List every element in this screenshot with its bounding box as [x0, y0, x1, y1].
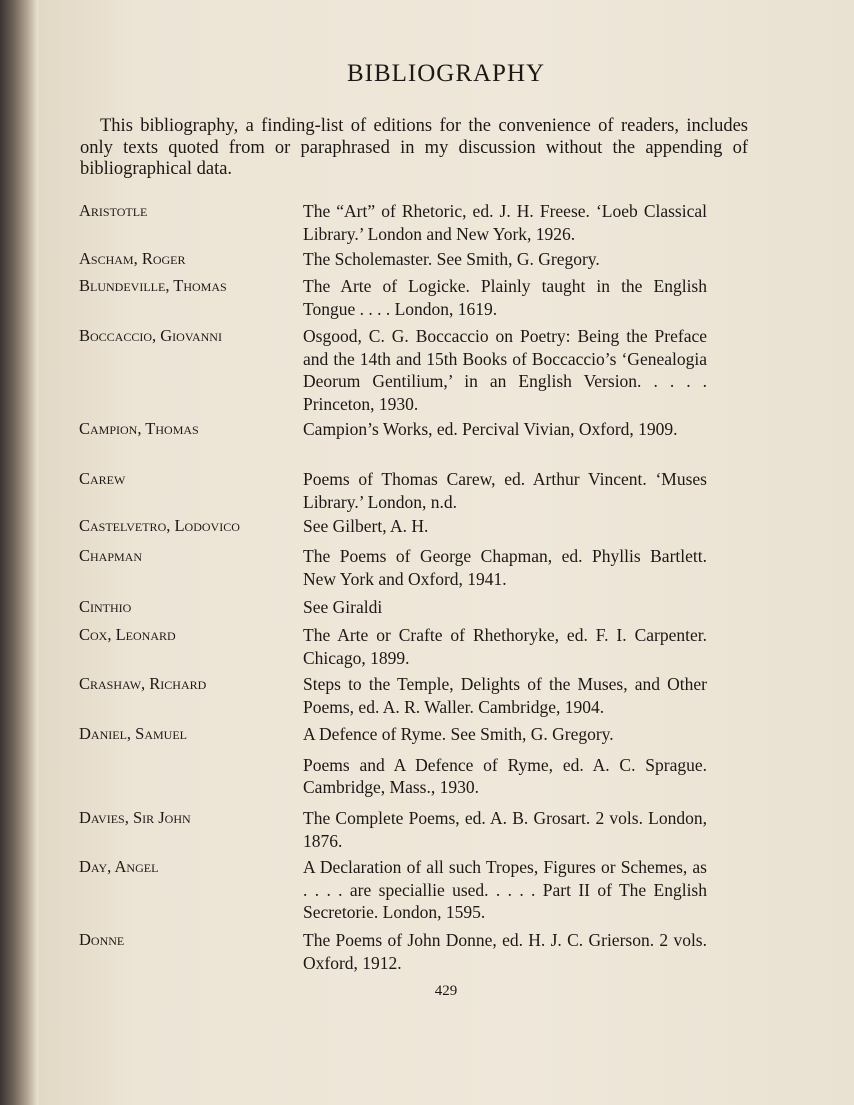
- entry-work: The Complete Poems, ed. A. B. Grosart. 2 vols. London, 1876.: [303, 808, 707, 851]
- entry-work: The Poems of John Donne, ed. H. J. C. Grierson. 2 vols. Oxford, 1912.: [303, 930, 707, 973]
- book-page: [38, 0, 854, 1105]
- page-number: 429: [434, 983, 458, 999]
- entry-works: [303, 856, 707, 924]
- entry-work: The Poems of George Chapman, ed. Phyllis Bartlett. New York and Oxford, 1941.: [303, 546, 707, 589]
- entry-works: [303, 673, 707, 718]
- entry-work: A Defence of Ryme. See Smith, G. Gregory.: [303, 724, 614, 744]
- entry-work: See Giraldi: [303, 597, 383, 617]
- entry-author: Aristotle: [79, 201, 148, 220]
- entry-work: The Arte or Crafte of Rhethoryke, ed. F. I. Carpenter. Chicago, 1899.: [303, 625, 707, 668]
- entry-works: [303, 418, 707, 441]
- entry-work: Poems of Thomas Carew, ed. Arthur Vincent. ‘Muses Library.’ London, n.d.: [303, 469, 707, 512]
- entry-work: The Scholemaster. See Smith, G. Gregory.: [303, 249, 600, 269]
- entry-works: [303, 515, 707, 538]
- entry-author: Campion, Thomas: [79, 419, 199, 438]
- entry-author: Davies, Sir John: [79, 808, 191, 827]
- book-binding-shadow: [0, 0, 38, 1105]
- entry-works: [303, 624, 707, 669]
- entry-works: [303, 723, 707, 799]
- entry-work: Campion’s Works, ed. Percival Vivian, Oxford, 1909.: [303, 419, 678, 439]
- entry-work: Steps to the Temple, Delights of the Muses, and Other Poems, ed. A. R. Waller. Cambridge, 1904.: [303, 674, 707, 717]
- entry-work: See Gilbert, A. H.: [303, 516, 429, 536]
- entry-work: A Declaration of all such Tropes, Figures or Schemes, as . . . . are speciallie used. . . . . Part II of The English Secretorie. London, 1595.: [303, 857, 707, 922]
- entry-author: Crashaw, Richard: [79, 674, 207, 693]
- entry-works: [303, 929, 707, 974]
- entry-works: [303, 545, 707, 590]
- entry-work: Osgood, C. G. Boccaccio on Poetry: Being the Preface and the 14th and 15th Books of Boccaccio’s ‘Genealogia Deorum Gentilium,’ in an English Version. . . . . Princeton, 1930.: [303, 326, 707, 414]
- entry-author: Boccaccio, Giovanni: [79, 326, 222, 345]
- entry-author: Cox, Leonard: [79, 625, 176, 644]
- entry-works: [303, 275, 707, 320]
- entry-author: Ascham, Roger: [79, 249, 186, 268]
- bibliography-list: [38, 0, 854, 1105]
- entry-author: Castelvetro, Lodovico: [79, 516, 240, 535]
- entry-works: [303, 807, 707, 852]
- entry-work: Poems and A Defence of Ryme, ed. A. C. Sprague. Cambridge, Mass., 1930.: [303, 754, 707, 797]
- entry-author: Chapman: [79, 546, 143, 565]
- entry-author: Carew: [79, 469, 126, 488]
- entry-author: Daniel, Samuel: [79, 724, 187, 743]
- entry-works: [303, 468, 707, 513]
- entry-works: [303, 248, 707, 271]
- intro-paragraph: This bibliography, a finding-list of editions for the convenience of readers, includes only texts quoted from or paraphrased in my discussion without the appending of bibliographical data.: [80, 116, 748, 179]
- entry-works: [303, 325, 707, 415]
- entry-author: Day, Angel: [79, 857, 159, 876]
- entry-author: Cinthio: [79, 597, 132, 616]
- entry-work: The Arte of Logicke. Plainly taught in the English Tongue . . . . London, 1619.: [303, 276, 707, 319]
- page-title: BIBLIOGRAPHY: [346, 60, 546, 87]
- entry-author: Blundeville, Thomas: [79, 276, 227, 295]
- entry-works: [303, 596, 707, 619]
- entry-works: [303, 200, 707, 245]
- entry-work: The “Art” of Rhetoric, ed. J. H. Freese. ‘Loeb Classical Library.’ London and New York, 1926.: [303, 201, 707, 244]
- entry-author: Donne: [79, 930, 125, 949]
